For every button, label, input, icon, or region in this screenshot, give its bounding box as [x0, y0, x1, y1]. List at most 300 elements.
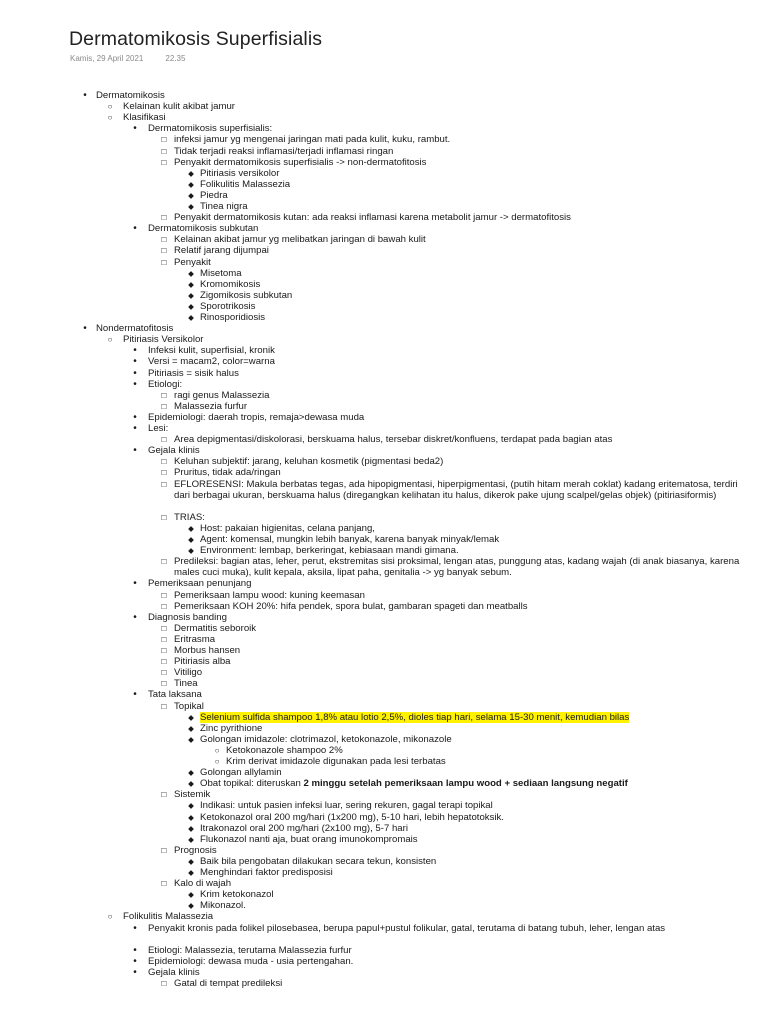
list-item — [0, 168, 752, 179]
item-text: Piedra — [200, 189, 228, 201]
list-item-text — [148, 956, 752, 967]
list-item-text — [174, 512, 752, 523]
item-text: Diagnosis banding — [148, 611, 227, 623]
list-item-text — [226, 745, 752, 756]
item-text: Dermatomikosis superfisialis: — [148, 123, 273, 135]
list-item — [0, 978, 752, 989]
list-item-text — [148, 379, 752, 390]
square-bullet-icon — [159, 401, 169, 412]
item-text: Environment: lembap, berkeringat, kebiasaan mandi gimana. — [200, 545, 459, 557]
list-item-text — [148, 345, 752, 356]
item-text: Folikulitis Malassezia — [200, 178, 291, 190]
diamond-bullet-icon — [186, 279, 196, 290]
list-item — [0, 134, 752, 145]
list-item-text — [174, 656, 752, 667]
item-text: Infeksi kulit, superfisial, kronik — [148, 345, 275, 357]
square-bullet-icon — [159, 556, 169, 567]
list-item-text — [174, 157, 752, 168]
disc-bullet-icon — [130, 223, 140, 234]
square-bullet-icon — [159, 479, 169, 490]
list-item-text — [200, 856, 752, 867]
item-text: Gejala klinis — [148, 966, 200, 978]
item-text: Zinc pyrithione — [200, 722, 263, 734]
list-item — [0, 967, 752, 978]
list-item-text — [174, 212, 752, 223]
disc-bullet-icon — [130, 612, 140, 623]
list-item-text — [200, 168, 752, 179]
list-item — [0, 878, 752, 889]
item-text: EFLORESENSI: Makula berbatas tegas, ada hipopigmentasi, hiperpigmentasi, (putih hitam merah coklat) kadang eritematosa, terdiri dari berbagai ukuran, berskuama halus (diregangkan kelihatan itu halus, dikerok pake ujung scalpel/gelas objek) (pitiriasiformis) — [174, 478, 738, 501]
diamond-bullet-icon — [186, 856, 196, 867]
list-item-text — [148, 356, 752, 367]
list-item-text — [148, 223, 752, 234]
item-text: Tinea nigra — [200, 201, 248, 212]
list-item-text — [200, 900, 752, 911]
list-item-text — [200, 823, 752, 834]
list-item-text — [174, 789, 752, 800]
list-item — [0, 101, 752, 112]
item-text: Morbus hansen — [174, 645, 241, 656]
disc-bullet-icon — [130, 368, 140, 379]
list-item-text — [174, 601, 752, 612]
item-text: Nondermatofitosis — [96, 323, 174, 335]
list-item-text — [174, 623, 752, 634]
list-item — [0, 800, 752, 811]
diamond-bullet-icon — [186, 201, 196, 212]
list-item — [0, 689, 752, 700]
item-text: Penyakit dermatomikosis kutan: ada reaksi inflamasi karena metabolit jamur -> dermatofitosis — [174, 212, 571, 224]
item-text: Zigomikosis subkutan — [200, 289, 293, 301]
list-item-text — [200, 190, 752, 201]
diamond-bullet-icon — [186, 900, 196, 911]
list-item — [0, 601, 752, 612]
list-item-text — [200, 812, 752, 823]
list-item — [0, 634, 752, 645]
item-text: Penyakit kronis pada folikel pilosebasea, berupa papul+pustul folikular, gatal, terutama di batang tubuh, leher, lengan atas — [148, 922, 666, 934]
list-item-text — [200, 523, 752, 534]
list-item-text — [226, 756, 752, 767]
item-text: Menghindari faktor predisposisi — [200, 867, 333, 878]
item-text: Etiologi: — [148, 378, 183, 390]
list-item-text — [200, 889, 752, 900]
diamond-bullet-icon — [186, 179, 196, 190]
list-item-text — [174, 401, 752, 412]
list-item-text — [200, 712, 752, 723]
item-text: Pemeriksaan KOH 20%: hifa pendek, spora bulat, gambaran spageti dan meatballs — [174, 600, 528, 612]
diamond-bullet-icon — [186, 834, 196, 845]
square-bullet-icon — [159, 978, 169, 989]
circle-bullet-icon — [212, 745, 222, 756]
list-item-text — [174, 245, 752, 256]
item-text: Obat topikal: diteruskan — [200, 778, 304, 790]
list-item — [0, 823, 752, 834]
diamond-bullet-icon — [186, 778, 196, 789]
list-item-text — [123, 911, 752, 922]
list-item — [0, 945, 752, 956]
list-item-text — [174, 257, 752, 268]
list-item — [0, 734, 752, 745]
highlighted-text: Selenium sulfida shampoo 1,8% atau lotio 2,5%, dioles tiap hari, selama 15-30 menit, kemudian bilas — [200, 711, 630, 723]
item-text: Misetoma — [200, 267, 242, 279]
square-bullet-icon — [159, 634, 169, 645]
list-item-text — [123, 112, 752, 123]
item-text: Vitiligo — [174, 667, 203, 679]
list-item — [0, 612, 752, 623]
list-item — [0, 956, 752, 967]
list-item-text — [200, 179, 752, 190]
list-item — [0, 356, 752, 367]
list-item — [0, 368, 752, 379]
list-item — [0, 867, 752, 878]
list-item-text — [174, 667, 752, 678]
list-item-text — [174, 467, 752, 478]
item-text: Area depigmentasi/diskolorasi, berskuama halus, tersebar diskret/konfluens, terdapat pada bagian atas — [174, 434, 613, 446]
item-text: Pitiriasis alba — [174, 656, 231, 668]
diamond-bullet-icon — [186, 800, 196, 811]
list-item-text — [174, 590, 752, 601]
item-text: Ketokonazol oral 200 mg/hari (1x200 mg), 5-10 hari, lebih hepatotoksik. — [200, 811, 504, 823]
item-text: Pruritus, tidak ada/ringan — [174, 467, 281, 479]
list-item-text — [148, 445, 752, 456]
list-item-text — [174, 434, 752, 445]
disc-bullet-icon — [130, 578, 140, 589]
diamond-bullet-icon — [186, 168, 196, 179]
square-bullet-icon — [159, 656, 169, 667]
list-item — [0, 845, 752, 856]
item-text: Itrakonazol oral 200 mg/hari (2x100 mg), 5-7 hari — [200, 822, 408, 834]
disc-bullet-icon — [130, 967, 140, 978]
list-item — [0, 645, 752, 656]
diamond-bullet-icon — [186, 767, 196, 778]
note-date: Kamis, 29 April 2021 — [70, 54, 144, 63]
list-item-text — [200, 279, 752, 290]
list-item-text — [200, 834, 752, 845]
item-text: Ketokonazole shampoo 2% — [226, 744, 343, 756]
list-item-text — [174, 645, 752, 656]
list-item-text — [200, 534, 752, 545]
list-item — [0, 212, 752, 223]
list-item — [0, 467, 752, 478]
list-item — [0, 923, 752, 945]
list-item-text — [174, 390, 752, 401]
item-text: Malassezia furfur — [174, 400, 248, 412]
list-item — [0, 812, 752, 823]
list-item — [0, 390, 752, 401]
list-item — [0, 334, 752, 345]
list-item-text — [174, 556, 752, 578]
diamond-bullet-icon — [186, 312, 196, 323]
diamond-bullet-icon — [186, 301, 196, 312]
item-text: Tidak terjadi reaksi inflamasi/terjadi inflamasi ringan — [174, 145, 394, 157]
list-item-text — [148, 945, 752, 956]
square-bullet-icon — [159, 134, 169, 145]
list-item-text — [174, 634, 752, 645]
diamond-bullet-icon — [186, 190, 196, 201]
list-item — [0, 345, 752, 356]
disc-bullet-icon — [130, 956, 140, 967]
list-item-text — [200, 545, 752, 556]
disc-bullet-icon — [130, 412, 140, 423]
list-item-text — [200, 723, 752, 734]
item-text: Klasifikasi — [123, 112, 166, 124]
diamond-bullet-icon — [186, 523, 196, 534]
square-bullet-icon — [159, 678, 169, 689]
item-text: Dermatomikosis subkutan — [148, 223, 259, 235]
item-text: Penyakit dermatomikosis superfisialis -> non-dermatofitosis — [174, 156, 427, 168]
circle-bullet-icon — [105, 112, 115, 123]
list-item-text — [148, 923, 752, 934]
item-text: Etiologi: Malassezia, terutama Malassezia furfur — [148, 944, 352, 956]
list-item-text — [96, 323, 752, 334]
list-item — [0, 434, 752, 445]
note-meta — [70, 54, 185, 63]
list-item — [0, 201, 752, 212]
bold-text: 2 minggu setelah pemeriksaan lampu wood + sediaan langsung negatif — [303, 778, 628, 790]
list-item-text — [174, 845, 752, 856]
list-item-text — [148, 368, 752, 379]
list-item — [0, 778, 752, 789]
list-item — [0, 401, 752, 412]
list-item — [0, 279, 752, 290]
square-bullet-icon — [159, 467, 169, 478]
disc-bullet-icon — [130, 356, 140, 367]
list-item-text — [200, 312, 752, 323]
list-item — [0, 179, 752, 190]
item-text: Folikulitis Malassezia — [123, 911, 214, 923]
list-item-text — [174, 456, 752, 467]
note-time: 22.35 — [165, 54, 186, 63]
square-bullet-icon — [159, 234, 169, 245]
list-item-text — [148, 967, 752, 978]
item-text: Versi = macam2, color=warna — [148, 356, 275, 368]
item-text: Gatal di tempat predileksi — [174, 978, 283, 989]
item-text: Eritrasma — [174, 633, 216, 645]
item-text: infeksi jamur yg mengenai jaringan mati pada kulit, kuku, rambut. — [174, 134, 451, 146]
diamond-bullet-icon — [186, 534, 196, 545]
list-item — [0, 667, 752, 678]
list-item — [0, 190, 752, 201]
list-item — [0, 512, 752, 523]
item-text: Penyakit — [174, 256, 211, 268]
square-bullet-icon — [159, 701, 169, 712]
list-item-text — [174, 878, 752, 889]
list-item — [0, 423, 752, 434]
disc-bullet-icon — [130, 423, 140, 434]
list-item — [0, 223, 752, 234]
list-item — [0, 157, 752, 168]
square-bullet-icon — [159, 601, 169, 612]
diamond-bullet-icon — [186, 268, 196, 279]
item-text: Rinosporidiosis — [200, 312, 266, 323]
list-item — [0, 245, 752, 256]
item-text: Relatif jarang dijumpai — [174, 245, 269, 257]
diamond-bullet-icon — [186, 867, 196, 878]
item-text: Golongan imidazole: clotrimazol, ketokonazole, mikonazole — [200, 733, 452, 745]
list-item — [0, 712, 752, 723]
circle-bullet-icon — [212, 756, 222, 767]
square-bullet-icon — [159, 257, 169, 268]
item-text: Kelainan kulit akibat jamur — [123, 101, 235, 113]
item-text: Agent: komensal, mungkin lebih banyak, karena banyak minyak/lemak — [200, 534, 500, 545]
item-text: TRIAS: — [174, 511, 205, 523]
list-item — [0, 234, 752, 245]
diamond-bullet-icon — [186, 812, 196, 823]
list-item — [0, 379, 752, 390]
diamond-bullet-icon — [186, 723, 196, 734]
note-title: Dermatomikosis Superfisialis — [69, 28, 323, 50]
square-bullet-icon — [159, 789, 169, 800]
disc-bullet-icon — [80, 90, 90, 101]
list-item-text — [174, 701, 752, 712]
disc-bullet-icon — [130, 379, 140, 390]
square-bullet-icon — [159, 212, 169, 223]
disc-bullet-icon — [80, 323, 90, 334]
list-item-text — [200, 201, 752, 212]
disc-bullet-icon — [130, 945, 140, 956]
list-item-text — [200, 268, 752, 279]
list-item — [0, 545, 752, 556]
disc-bullet-icon — [130, 123, 140, 134]
item-text: Pemeriksaan lampu wood: kuning keemasan — [174, 589, 365, 601]
list-item — [0, 112, 752, 123]
list-item-text — [148, 689, 752, 700]
list-item — [0, 312, 752, 323]
list-item — [0, 701, 752, 712]
disc-bullet-icon — [130, 445, 140, 456]
list-item — [0, 534, 752, 545]
item-text: Pitiriasis = sisik halus — [148, 367, 239, 379]
list-item-text — [123, 101, 752, 112]
list-item — [0, 290, 752, 301]
item-text: Pemeriksaan penunjang — [148, 578, 252, 590]
square-bullet-icon — [159, 878, 169, 889]
list-item-text — [174, 234, 752, 245]
list-item-text — [200, 734, 752, 745]
square-bullet-icon — [159, 845, 169, 856]
list-item — [0, 656, 752, 667]
list-item-text — [200, 290, 752, 301]
list-item — [0, 479, 752, 512]
list-item-text — [200, 301, 752, 312]
disc-bullet-icon — [130, 345, 140, 356]
list-item — [0, 578, 752, 589]
list-item — [0, 590, 752, 601]
list-item-text — [174, 134, 752, 145]
item-text: Lesi: — [148, 423, 169, 434]
square-bullet-icon — [159, 456, 169, 467]
diamond-bullet-icon — [186, 734, 196, 745]
list-item — [0, 556, 752, 578]
square-bullet-icon — [159, 590, 169, 601]
item-text: Predileksi: bagian atas, leher, perut, ekstremitas sisi proksimal, lengan atas, punggung atas, kadang wajah (di anak biasanya, karena males cuci muka), kulit kepala, aksila, lipat paha, genitalia -> yg banyak sebum. — [174, 556, 740, 579]
item-text: Pitiriasis Versikolor — [123, 334, 204, 346]
diamond-bullet-icon — [186, 889, 196, 900]
list-item — [0, 146, 752, 157]
diamond-bullet-icon — [186, 823, 196, 834]
list-item-text — [148, 612, 752, 623]
list-item — [0, 323, 752, 334]
list-item-text — [148, 412, 752, 423]
list-item-text — [174, 146, 752, 157]
square-bullet-icon — [159, 146, 169, 157]
list-item — [0, 767, 752, 778]
square-bullet-icon — [159, 157, 169, 168]
disc-bullet-icon — [130, 923, 140, 934]
square-bullet-icon — [159, 512, 169, 523]
square-bullet-icon — [159, 434, 169, 445]
square-bullet-icon — [159, 245, 169, 256]
item-text: Pitiriasis versikolor — [200, 167, 280, 179]
circle-bullet-icon — [105, 334, 115, 345]
square-bullet-icon — [159, 390, 169, 401]
item-text: Topikal — [174, 700, 204, 712]
list-item — [0, 123, 752, 134]
list-item — [0, 456, 752, 467]
item-text: Dermatomikosis — [96, 90, 165, 101]
item-text: Golongan allylamin — [200, 767, 282, 779]
circle-bullet-icon — [105, 911, 115, 922]
item-text: ragi genus Malassezia — [174, 389, 270, 401]
list-item — [0, 523, 752, 534]
item-text: Host: pakaian higienitas, celana panjang, — [200, 522, 375, 534]
diamond-bullet-icon — [186, 545, 196, 556]
list-item — [0, 889, 752, 900]
list-item-text — [174, 678, 752, 689]
list-item — [0, 623, 752, 634]
item-text: Keluhan subjektif: jarang, keluhan kosmetik (pigmentasi beda2) — [174, 456, 444, 468]
list-item — [0, 723, 752, 734]
list-item — [0, 445, 752, 456]
item-text: Sporotrikosis — [200, 300, 256, 312]
list-item — [0, 900, 752, 911]
list-item — [0, 856, 752, 867]
item-text: Indikasi: untuk pasien infeksi luar, sering rekuren, gagal terapi topikal — [200, 800, 493, 812]
item-text: Epidemiologi: dewasa muda - usia pertengahan. — [148, 955, 354, 967]
list-item — [0, 90, 752, 101]
list-item — [0, 911, 752, 922]
list-item-text — [174, 479, 752, 501]
diamond-bullet-icon — [186, 290, 196, 301]
disc-bullet-icon — [130, 689, 140, 700]
list-item — [0, 745, 752, 756]
list-item-text — [200, 867, 752, 878]
item-text: Prognosis — [174, 844, 217, 856]
item-text: Mikonazol. — [200, 900, 246, 912]
list-item-text — [174, 978, 752, 989]
item-text: Epidemiologi: daerah tropis, remaja>dewasa muda — [148, 411, 365, 423]
list-item — [0, 789, 752, 800]
item-text: Kelainan akibat jamur yg melibatkan jaringan di bawah kulit — [174, 234, 426, 246]
item-text: Tinea — [174, 678, 198, 690]
square-bullet-icon — [159, 645, 169, 656]
square-bullet-icon — [159, 623, 169, 634]
square-bullet-icon — [159, 667, 169, 678]
list-item-text — [123, 334, 752, 345]
item-text: Kromomikosis — [200, 278, 261, 290]
item-text: Krim derivat imidazole digunakan pada lesi terbatas — [226, 756, 446, 767]
list-item — [0, 257, 752, 268]
item-text: Sistemik — [174, 789, 211, 801]
list-item — [0, 412, 752, 423]
circle-bullet-icon — [105, 101, 115, 112]
item-text: Krim ketokonazol — [200, 889, 274, 901]
item-text: Baik bila pengobatan dilakukan secara tekun, konsisten — [200, 855, 437, 867]
diamond-bullet-icon — [186, 712, 196, 723]
list-item — [0, 268, 752, 279]
list-item — [0, 834, 752, 845]
item-text: Kalo di wajah — [174, 878, 232, 890]
list-item — [0, 756, 752, 767]
